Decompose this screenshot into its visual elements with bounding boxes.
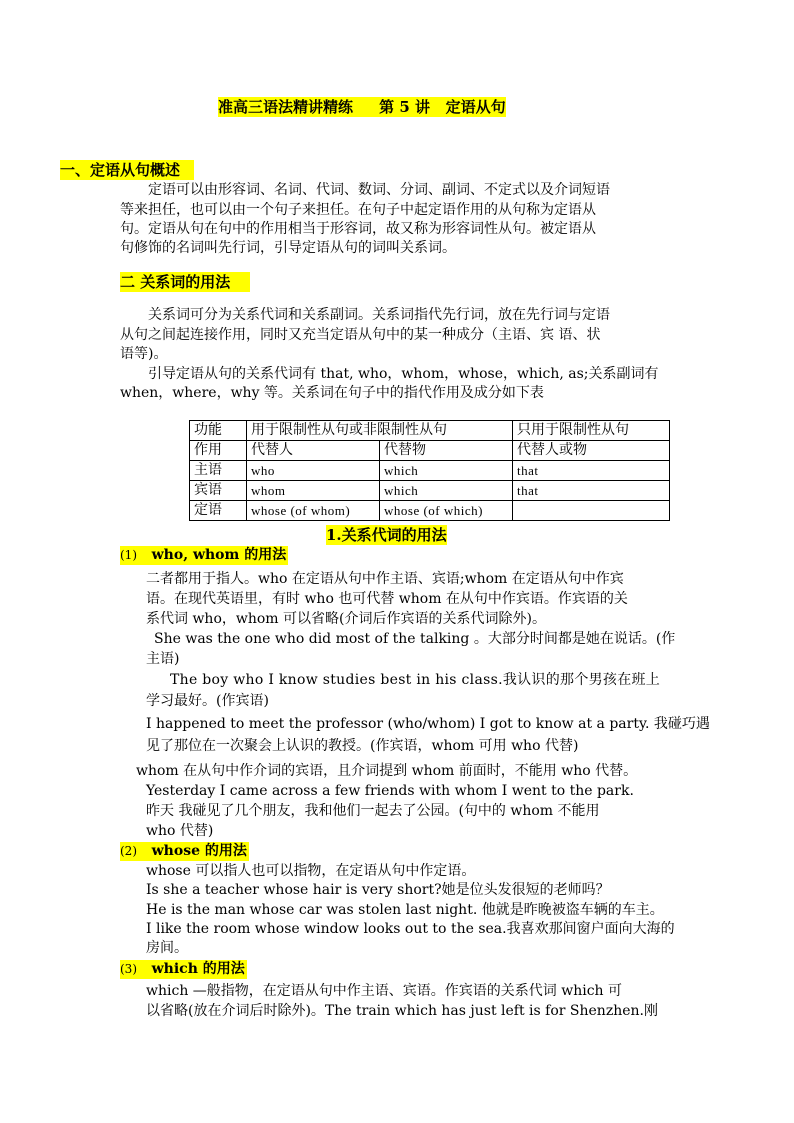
item-label-text: who, whom 的用法 bbox=[151, 547, 287, 563]
paragraph-line: 二者都用于指人。who 在定语从句中作主语、宾语;whom 在定语从句中作宾 bbox=[146, 571, 624, 587]
page-title: 准高三语法精讲精练 第 5 讲 定语从句 bbox=[218, 98, 506, 116]
paragraph-line: 引导定语从句的关系代词有 that, who，whom，whose，which, as;关系副词有 bbox=[148, 366, 659, 382]
table-cell: which bbox=[380, 481, 513, 501]
item-label-whose bbox=[120, 842, 249, 861]
item-label-who-whom bbox=[120, 546, 288, 565]
table-header-row bbox=[190, 441, 670, 461]
example-line: The boy who I know studies best in his class.我认识的那个男孩在班上 bbox=[170, 672, 661, 688]
section-heading-relative-words: 二 关系词的用法 bbox=[120, 272, 250, 292]
subsection-heading: 1.关系代词的用法 bbox=[326, 526, 447, 544]
table-cell: 宾语 bbox=[190, 481, 247, 501]
paragraph-line: whom 在从句中作介词的宾语，且介词提到 whom 前面时，不能用 who 代替。 bbox=[136, 763, 638, 779]
example-line: 主语) bbox=[146, 651, 180, 667]
paragraph-line: 等来担任，也可以由一个句子来担任。在句子中起定语作用的从句称为定语从 bbox=[120, 202, 596, 218]
paragraph-line: 以省略(放在介词后时除外)。The train which has just left is for Shenzhen.刚 bbox=[146, 1003, 658, 1019]
table-cell: 定语 bbox=[190, 501, 247, 521]
example-line: who 代替) bbox=[146, 823, 214, 839]
table-cell: 作用 bbox=[190, 441, 247, 461]
table-cell: 代替人或物 bbox=[513, 441, 670, 461]
table-cell: that bbox=[513, 461, 670, 481]
example-line: She was the one who did most of the talking 。大部分时间都是她在说话。(作 bbox=[154, 631, 676, 647]
paragraph-line: 语。在现代英语里，有时 who 也可代替 whom 在从句中作宾语。作宾语的关 bbox=[146, 591, 628, 607]
table-cell: whose (of whom) bbox=[247, 501, 380, 521]
table-cell: 用于限制性从句或非限制性从句 bbox=[247, 421, 513, 441]
paragraph-line: whose 可以指人也可以指物，在定语从句中作定语。 bbox=[146, 863, 476, 879]
table-cell: 代替人 bbox=[247, 441, 380, 461]
item-number: (3) bbox=[120, 962, 137, 976]
table-cell: whom bbox=[247, 481, 380, 501]
section-heading-overview: 一、定语从句概述 bbox=[60, 160, 194, 180]
paragraph-line: 关系词可分为关系代词和关系副词。关系词指代先行词，放在先行词与定语 bbox=[148, 307, 610, 323]
relative-pronoun-table bbox=[189, 420, 670, 521]
example-line: 学习最好。(作宾语) bbox=[146, 693, 269, 709]
table-cell: whose (of which) bbox=[380, 501, 513, 521]
example-line: 见了那位在一次聚会上认识的教授。(作宾语，whom 可用 who 代替) bbox=[146, 738, 579, 754]
paragraph-line: 句。定语从句在句中的作用相当于形容词，故又称为形容词性从句。被定语从 bbox=[120, 221, 596, 237]
example-line: I like the room whose window looks out to the sea.我喜欢那间窗户面向大海的 bbox=[146, 921, 675, 937]
table-cell: that bbox=[513, 481, 670, 501]
paragraph-line: 语等)。 bbox=[120, 346, 168, 362]
table-cell: 只用于限制性从句 bbox=[513, 421, 670, 441]
paragraph-line: 从句之间起连接作用，同时又充当定语从句中的某一种成分（主语、宾 语、状 bbox=[120, 327, 601, 343]
table-cell: who bbox=[247, 461, 380, 481]
example-line: 昨天 我碰见了几个朋友，我和他们一起去了公园。(句中的 whom 不能用 bbox=[146, 803, 600, 819]
paragraph-line: 系代词 who，whom 可以省略(介词后作宾语的关系代词除外)。 bbox=[146, 611, 546, 627]
example-line: Is she a teacher whose hair is very short?她是位头发很短的老师吗？ bbox=[146, 882, 610, 898]
paragraph-line: 句修饰的名词叫先行词，引导定语从句的词叫关系词。 bbox=[120, 240, 456, 256]
table-row bbox=[190, 501, 670, 521]
item-label-which bbox=[120, 960, 247, 979]
paragraph-line: 定语可以由形容词、名词、代词、数词、分词、副词、不定式以及介词短语 bbox=[148, 182, 610, 198]
example-line: He is the man whose car was stolen last night. 他就是昨晚被盗车辆的车主。 bbox=[146, 902, 664, 918]
item-number: (2) bbox=[120, 844, 137, 858]
table-row bbox=[190, 461, 670, 481]
paragraph-line: which —般指物，在定语从句中作主语、宾语。作宾语的关系代词 which 可 bbox=[146, 983, 623, 999]
table-row bbox=[190, 481, 670, 501]
example-line: Yesterday I came across a few friends with whom I went to the park. bbox=[146, 783, 634, 799]
item-number: (1) bbox=[120, 548, 137, 562]
example-line: 房间。 bbox=[146, 940, 188, 956]
table-cell: 主语 bbox=[190, 461, 247, 481]
table-cell: 代替物 bbox=[380, 441, 513, 461]
table-cell: 功能 bbox=[190, 421, 247, 441]
table-cell: which bbox=[380, 461, 513, 481]
item-label-text: whose 的用法 bbox=[151, 843, 247, 859]
example-line: I happened to meet the professor (who/whom) I got to know at a party. 我碰巧遇 bbox=[146, 716, 710, 732]
paragraph-line: when，where，why 等。关系词在句子中的指代作用及成分如下表 bbox=[120, 385, 544, 401]
table-header-row bbox=[190, 421, 670, 441]
table-cell bbox=[513, 501, 670, 521]
item-label-text: which 的用法 bbox=[151, 961, 245, 977]
